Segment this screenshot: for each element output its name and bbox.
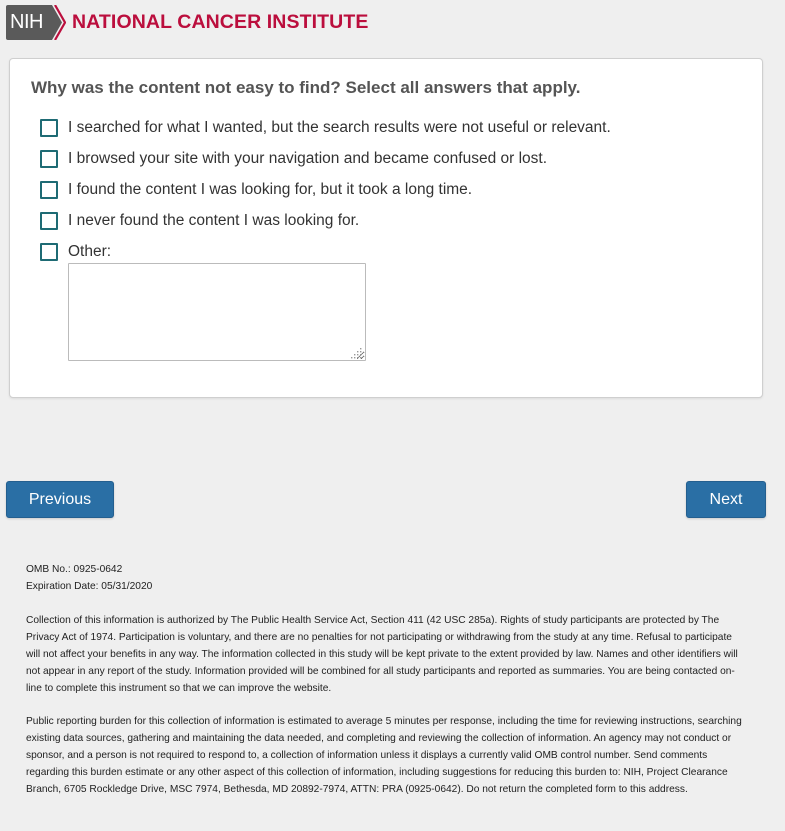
survey-card	[9, 58, 763, 398]
option-label: I never found the content I was looking for.	[68, 212, 360, 229]
option-other[interactable]	[40, 243, 111, 261]
nih-logo[interactable]	[6, 5, 66, 40]
option-took-long-time[interactable]	[40, 181, 472, 199]
expiration-date: Expiration Date: 05/31/2020	[26, 581, 153, 592]
option-label: Other:	[68, 243, 112, 260]
burden-statement	[26, 713, 746, 798]
checkbox[interactable]	[40, 181, 58, 199]
option-never-found[interactable]	[40, 212, 359, 230]
option-label: I found the content I was looking for, but it took a long time.	[68, 181, 473, 198]
option-label: I searched for what I wanted, but the search results were not useful or relevant.	[68, 119, 611, 136]
checkbox[interactable]	[40, 150, 58, 168]
privacy-paragraph: Collection of this information is authorized by The Public Health Service Act, Section 411 (42 USC 285a). Rights of study participants are protected by The Privacy Act of 1974. Participation is voluntary, and there are no penalties for not participating or withdrawing from the study at any time. Refusal to participate will not affect your benefits in any way. The information collected in this study will be kept private to the extent provided by law. Names and other identifiers will not appear in any report of the study. Information provided will be combined for all study participants and reported as summaries. You are being contacted on-line to complete this instrument so that we can improve the website.	[26, 615, 738, 694]
other-textarea[interactable]	[68, 263, 366, 361]
question-heading: Why was the content not easy to find? Select all answers that apply.	[31, 78, 581, 97]
privacy-notice	[26, 612, 746, 697]
omb-number: OMB No.: 0925-0642	[26, 564, 123, 575]
nih-logo-text: NIH	[10, 11, 43, 33]
burden-paragraph: Public reporting burden for this collection of information is estimated to average 5 minutes per response, including the time for reviewing instructions, searching existing data sources, gathering and maintaining the data needed, and completing and reviewing the collection of information. An agency may not conduct or sponsor, and a person is not required to respond to, a collection of information unless it displays a currently valid OMB control number. Send comments regarding this burden estimate or any other aspect of this collection of information, including suggestions for reducing this burden to: NIH, Project Clearance Branch, 6705 Rockledge Drive, MSC 7974, Bethesda, MD 20892-7974, ATTN: PRA (0925-0642). Do not return the completed form to this address.	[26, 716, 742, 795]
site-header	[6, 5, 368, 40]
previous-button[interactable]: Previous	[6, 481, 114, 518]
option-search-results[interactable]	[40, 119, 611, 137]
next-button[interactable]: Next	[686, 481, 766, 518]
option-navigation-confused[interactable]	[40, 150, 547, 168]
option-label: I browsed your site with your navigation and became confused or lost.	[68, 150, 548, 167]
checkbox[interactable]	[40, 243, 58, 261]
org-name[interactable]: NATIONAL CANCER INSTITUTE	[72, 11, 369, 33]
omb-info	[26, 561, 746, 595]
checkbox[interactable]	[40, 119, 58, 137]
checkbox[interactable]	[40, 212, 58, 230]
